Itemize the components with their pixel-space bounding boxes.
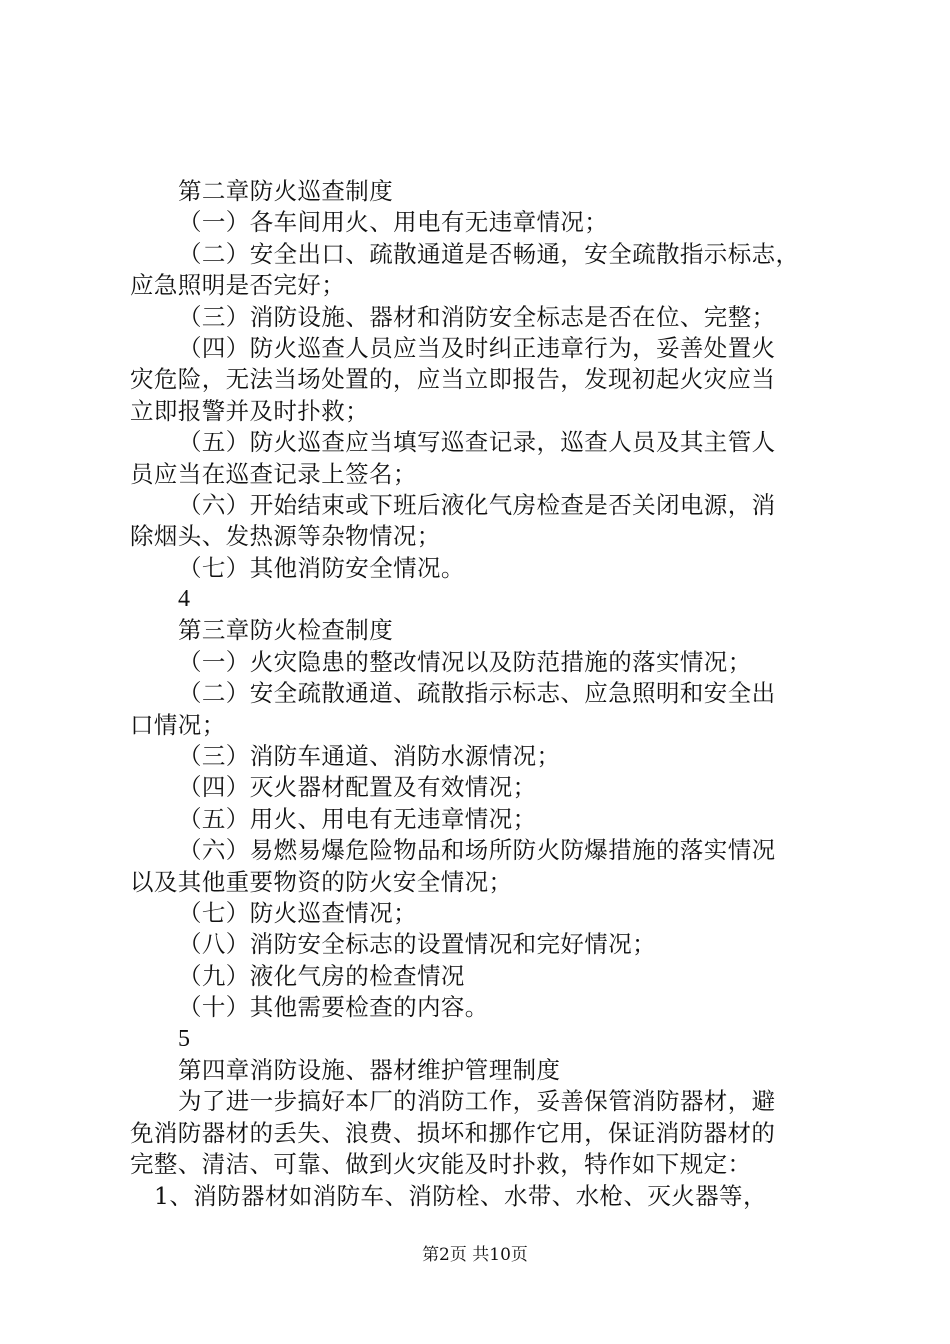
paragraph-line: （一）各车间用火、用电有无违章情况； xyxy=(178,208,609,237)
paragraph-line: （六）易燃易爆危险物品和场所防火防爆措施的落实情况 xyxy=(178,836,776,865)
paragraph-line: 除烟头、发热源等杂物情况； xyxy=(130,522,441,551)
paragraph-line: 灾危险，无法当场处置的，应当立即报告，发现初起火灾应当 xyxy=(130,365,776,394)
paragraph-line: （五）防火巡查应当填写巡查记录，巡查人员及其主管人 xyxy=(178,428,776,457)
paragraph-line: （七）其他消防安全情况。 xyxy=(178,553,465,582)
paragraph-line: （三）消防车通道、消防水源情况； xyxy=(178,742,561,771)
paragraph-line: （三）消防设施、器材和消防安全标志是否在位、完整； xyxy=(178,302,776,331)
page-number-marker: 5 xyxy=(178,1025,191,1052)
paragraph-line: （二）安全出口、疏散通道是否畅通，安全疏散指示标志， xyxy=(178,239,800,268)
paragraph-line: （四）灭火器材配置及有效情况； xyxy=(178,773,537,802)
paragraph-line: （七）防火巡查情况； xyxy=(178,898,417,927)
paragraph-line: 立即报警并及时扑救； xyxy=(130,396,369,425)
paragraph-line: （十）其他需要检查的内容。 xyxy=(178,993,489,1022)
paragraph-line: 员应当在巡查记录上签名； xyxy=(130,459,417,488)
chapter-2-title: 第二章防火巡查制度 xyxy=(178,177,394,205)
chapter-4-title: 第四章消防设施、器材维护管理制度 xyxy=(178,1055,561,1084)
paragraph-line: 1、消防器材如消防车、消防栓、水带、水枪、灭火器等， xyxy=(154,1181,767,1210)
paragraph-line: （八）消防安全标志的设置情况和完好情况； xyxy=(178,930,656,959)
document-body xyxy=(130,176,850,1212)
paragraph-line: 口情况； xyxy=(130,710,226,739)
paragraph-line: （五）用火、用电有无违章情况； xyxy=(178,804,537,833)
paragraph-line: （四）防火巡查人员应当及时纠正违章行为，妥善处置火 xyxy=(178,333,776,362)
paragraph-line: 应急照明是否完好； xyxy=(130,271,346,300)
paragraph-line: （一）火灾隐患的整改情况以及防范措施的落实情况； xyxy=(178,647,752,676)
paragraph-line: 免消防器材的丢失、浪费、损坏和挪作它用，保证消防器材的 xyxy=(130,1118,776,1147)
paragraph-line: 为了进一步搞好本厂的消防工作，妥善保管消防器材，避 xyxy=(178,1087,776,1116)
paragraph-line: 完整、清洁、可靠、做到火灾能及时扑救，特作如下规定： xyxy=(130,1150,752,1179)
paragraph-line: 以及其他重要物资的防火安全情况； xyxy=(130,867,513,896)
page-footer: 第2页 共10页 xyxy=(422,1245,528,1265)
paragraph-line: （六）开始结束或下班后液化气房检查是否关闭电源，消 xyxy=(178,490,776,519)
chapter-3-title: 第三章防火检查制度 xyxy=(178,616,394,645)
paragraph-line: （九）液化气房的检查情况 xyxy=(178,961,465,990)
paragraph-line: （二）安全疏散通道、疏散指示标志、应急照明和安全出 xyxy=(178,679,776,708)
page-number-marker: 4 xyxy=(178,586,191,613)
